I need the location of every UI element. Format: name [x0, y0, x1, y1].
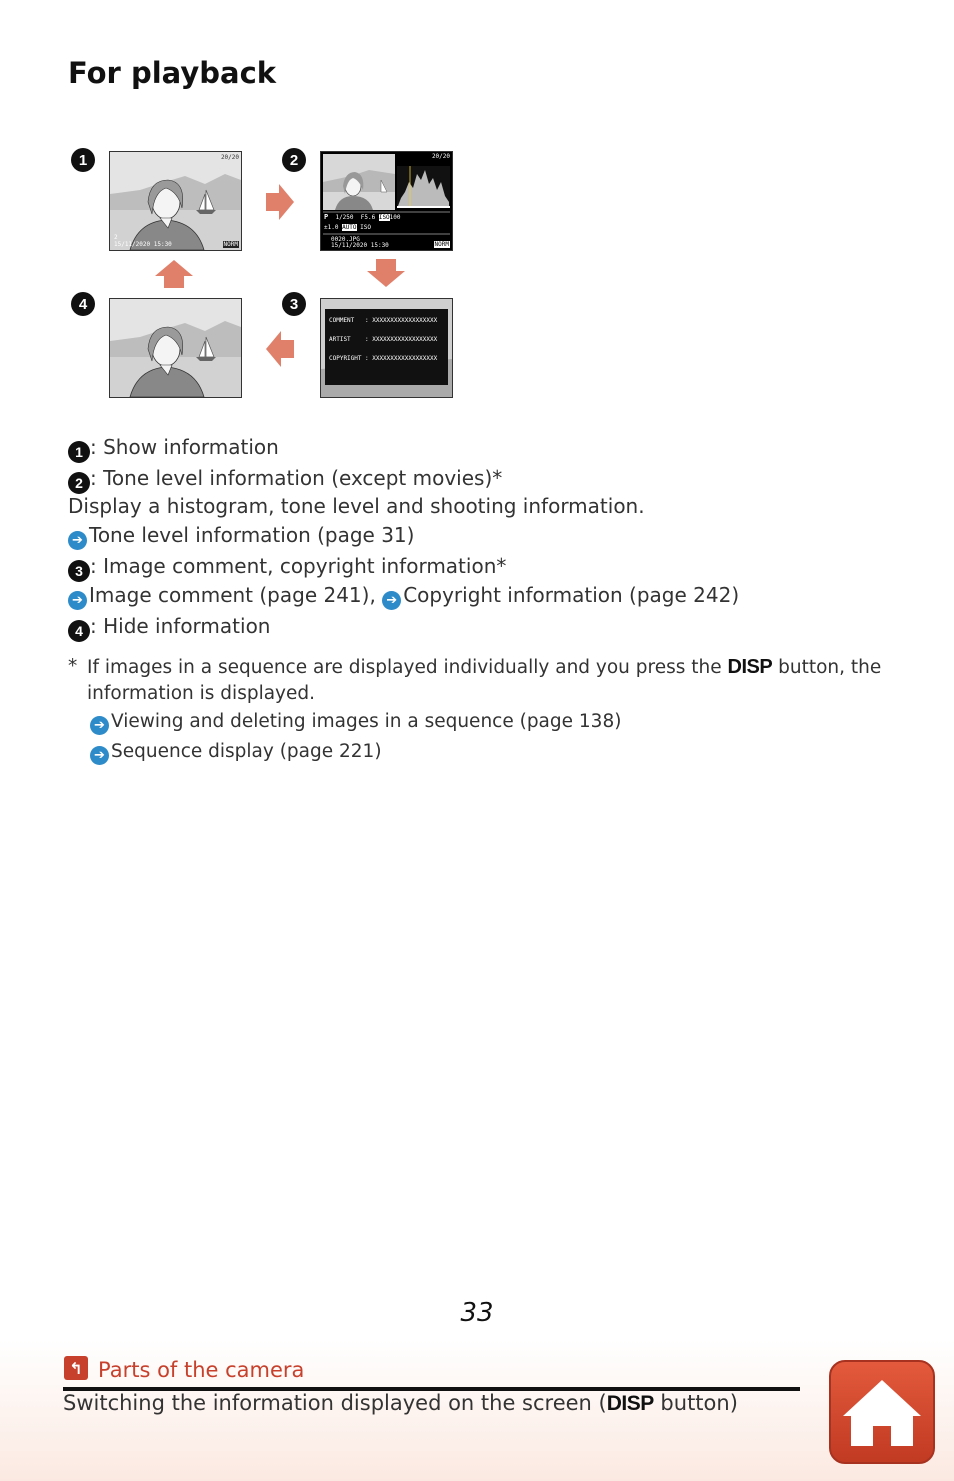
shutter-speed: 1/250 — [335, 214, 354, 221]
arrow-right-circle-icon: ➔ — [382, 591, 401, 610]
comment-label: COMMENT — [329, 317, 355, 324]
artist-row — [329, 336, 437, 343]
page-number: 33 — [460, 1298, 494, 1328]
return-arrow-icon[interactable]: ↰ — [64, 1356, 88, 1380]
home-button[interactable] — [829, 1360, 935, 1464]
item-tone-level-description: Display a histogram, tone level and shooting information. — [68, 494, 645, 518]
link-text[interactable]: Sequence display (page 221) — [111, 741, 382, 762]
item-hide-information — [68, 614, 270, 642]
frame-counter: 20/20 — [431, 153, 450, 160]
item-text: : Hide information — [90, 614, 271, 638]
arrow-right-circle-icon: ➔ — [90, 716, 109, 735]
breadcrumb — [63, 1391, 738, 1416]
exposure-comp: ±1.0 — [324, 224, 339, 231]
aperture: F5.6 — [360, 214, 376, 221]
footnote-line-2: information is displayed. — [87, 683, 316, 704]
footnote-marker: * — [68, 656, 78, 677]
file-name: 0020.JPG — [331, 236, 360, 243]
arrow-down-icon — [367, 259, 405, 287]
parts-of-camera-link[interactable]: Parts of the camera — [98, 1358, 305, 1382]
quality-badge: NORM — [223, 241, 238, 248]
frame-counter: 20/20 — [220, 154, 239, 161]
comment-overlay-image — [321, 299, 452, 397]
white-balance: AUTO — [342, 224, 357, 231]
iso-value: 100 — [389, 214, 401, 221]
portrait-scene-image — [110, 152, 241, 250]
portrait-scene-image — [110, 299, 241, 397]
artist-label: ARTIST — [329, 336, 351, 343]
osd-line-1: 2 — [114, 234, 118, 241]
picture-control: ISO — [360, 224, 371, 231]
figure-badge-2: 2 — [282, 148, 306, 172]
badge-2: 2 — [68, 472, 90, 494]
screen-image-comment-copyright — [320, 298, 453, 398]
figure-badge-4: 4 — [71, 292, 95, 316]
badge-3: 3 — [68, 560, 90, 582]
item-text: : Tone level information (except movies)* — [90, 466, 503, 490]
home-icon — [831, 1362, 933, 1462]
image-comment-link[interactable]: Image comment (page 241), — [89, 583, 376, 607]
tone-level-link[interactable] — [68, 523, 414, 550]
arrow-up-icon — [155, 260, 193, 288]
page-title: For playback — [68, 56, 277, 90]
copyright-row — [329, 355, 437, 362]
copyright-information-link[interactable]: Copyright information (page 242) — [403, 583, 740, 607]
arrow-right-circle-icon: ➔ — [68, 531, 87, 550]
footnote-text: button, the — [778, 657, 882, 678]
image-comment-links — [68, 583, 739, 610]
comment-value: : XXXXXXXXXXXXXXXXXX — [365, 317, 438, 324]
item-show-information — [68, 435, 279, 463]
comment-row — [329, 317, 437, 324]
quality-badge: NORM — [434, 241, 449, 248]
item-text: : Image comment, copyright information* — [90, 554, 507, 578]
sequence-display-link[interactable] — [90, 741, 382, 765]
badge-1: 1 — [68, 441, 90, 463]
footnote-text: If images in a sequence are displayed individually and you press the — [87, 657, 722, 678]
figure-badge-1: 1 — [71, 148, 95, 172]
breadcrumb-text: button) — [653, 1391, 738, 1415]
arrow-right-circle-icon: ➔ — [68, 591, 87, 610]
breadcrumb-text: Switching the information displayed on the screen ( — [63, 1391, 607, 1415]
sequence-view-link[interactable] — [90, 711, 621, 735]
arrow-left-icon — [266, 331, 294, 367]
shooting-info-row-2 — [324, 224, 371, 231]
disp-button-label: DISP — [727, 656, 773, 678]
osd-line-2: 15/11/2020 15:30 — [114, 241, 172, 248]
item-image-comment — [68, 554, 506, 582]
figure-badge-3: 3 — [282, 292, 306, 316]
screen-show-information — [109, 151, 242, 251]
date-time: 15/11/2020 15:30 — [331, 242, 389, 249]
mode-label: P — [324, 213, 329, 221]
badge-4: 4 — [68, 620, 90, 642]
screen-tone-level-information — [320, 151, 453, 251]
arrow-right-circle-icon: ➔ — [90, 746, 109, 765]
link-text[interactable]: Viewing and deleting images in a sequence (page 138) — [111, 711, 622, 732]
iso-label: ISO — [378, 214, 390, 221]
arrow-right-icon — [266, 184, 294, 220]
item-tone-level — [68, 466, 502, 494]
shooting-info-row-1 — [324, 214, 401, 221]
copyright-value: : XXXXXXXXXXXXXXXXXX — [365, 355, 438, 362]
artist-value: : XXXXXXXXXXXXXXXXXX — [365, 336, 438, 343]
disp-button-label: DISP — [606, 1392, 654, 1415]
screen-hide-information — [109, 298, 242, 398]
link-text[interactable]: Tone level information (page 31) — [89, 523, 415, 547]
copyright-label: COPYRIGHT — [329, 355, 362, 362]
footnote-line-1 — [87, 656, 881, 679]
item-text: : Show information — [90, 435, 279, 459]
